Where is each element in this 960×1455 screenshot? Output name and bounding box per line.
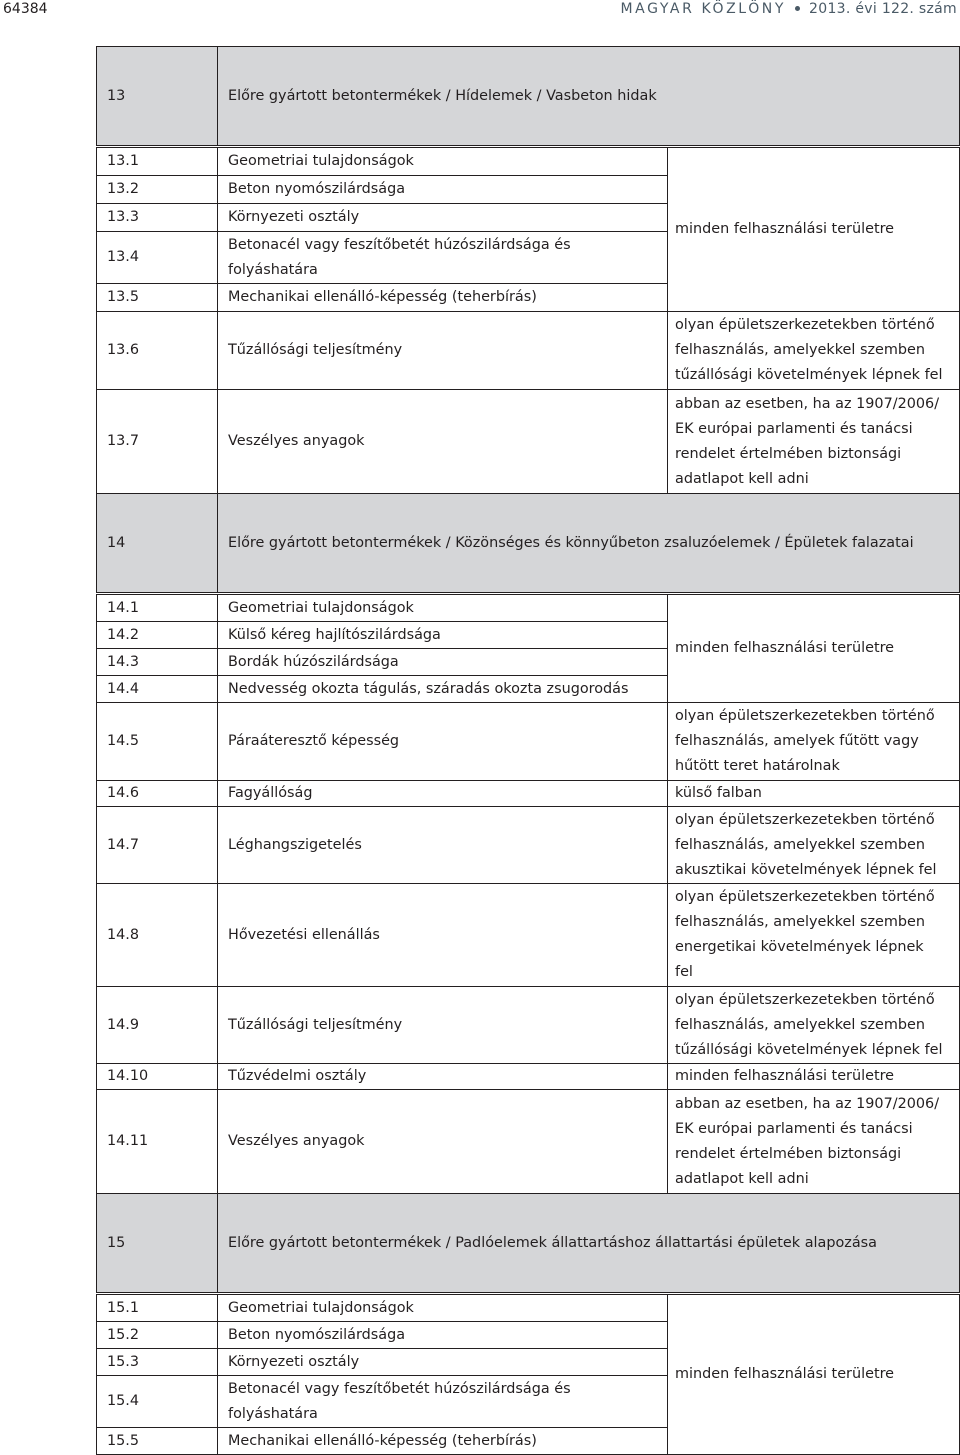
row-property: Páraáteresztő képesség	[218, 703, 668, 781]
row-condition: minden felhasználási területre	[668, 148, 960, 312]
table-row	[97, 987, 960, 1064]
row-property: Geometriai tulajdonságok	[218, 148, 668, 176]
row-condition: minden felhasználási területre	[668, 595, 960, 703]
row-condition: olyan épületszerkezetekben történő felhasználás, amelyekkel szemben tűzállósági követelmények lépnek fel	[668, 987, 960, 1064]
row-number: 14.8	[97, 884, 218, 987]
row-property: Nedvesség okozta tágulás, száradás okozta zsugorodás	[218, 676, 668, 703]
table-row	[97, 148, 960, 176]
table-row	[97, 1295, 960, 1322]
page-header	[0, 0, 960, 22]
row-property: Környezeti osztály	[218, 1349, 668, 1376]
row-number: 13.6	[97, 312, 218, 390]
page-number: 64384	[3, 1, 48, 17]
table-row	[97, 312, 960, 390]
group-number: 15	[97, 1194, 218, 1293]
bullet-icon	[795, 6, 800, 11]
row-number: 14.9	[97, 987, 218, 1064]
row-property: Tűzvédelmi osztály	[218, 1064, 668, 1090]
group-header-15	[97, 1194, 960, 1293]
row-property: Geometriai tulajdonságok	[218, 1295, 668, 1322]
table-row	[97, 390, 960, 494]
table-row	[97, 1090, 960, 1194]
row-number: 15.4	[97, 1376, 218, 1428]
row-number: 13.2	[97, 176, 218, 204]
table-row	[97, 595, 960, 622]
row-number: 13.3	[97, 204, 218, 232]
row-number: 14.7	[97, 807, 218, 884]
row-property: Külső kéreg hajlítószilárdsága	[218, 622, 668, 649]
group-title: Előre gyártott betontermékek / Hídelemek / Vasbeton hidak	[218, 47, 960, 146]
row-number: 14.6	[97, 781, 218, 807]
row-number: 13.7	[97, 390, 218, 494]
row-condition: minden felhasználási területre	[668, 1064, 960, 1090]
table-row	[97, 807, 960, 884]
running-title	[620, 1, 957, 17]
group-title: Előre gyártott betontermékek / Közönséges és könnyűbeton zsaluzóelemek / Épületek falazatai	[218, 494, 960, 593]
table-row	[97, 781, 960, 807]
row-property: Léghangszigetelés	[218, 807, 668, 884]
row-property: Környezeti osztály	[218, 204, 668, 232]
row-condition: olyan épületszerkezetekben történő felhasználás, amelyekkel szemben akusztikai követelmények lépnek fel	[668, 807, 960, 884]
row-property: Hővezetési ellenállás	[218, 884, 668, 987]
row-property: Betonacél vagy feszítőbetét húzószilárdsága és folyáshatára	[218, 1376, 668, 1428]
row-condition: olyan épületszerkezetekben történő felhasználás, amelyekkel szemben tűzállósági követelmények lépnek fel	[668, 312, 960, 390]
row-condition: abban az esetben, ha az 1907/2006/ EK európai parlamenti és tanácsi rendelet értelmében biztonsági adatlapot kell adni	[668, 390, 960, 494]
row-property: Beton nyomószilárdsága	[218, 1322, 668, 1349]
row-number: 14.5	[97, 703, 218, 781]
row-property: Veszélyes anyagok	[218, 1090, 668, 1194]
row-condition: olyan épületszerkezetekben történő felhasználás, amelyek fűtött vagy hűtött teret határolnak	[668, 703, 960, 781]
row-property: Bordák húzószilárdsága	[218, 649, 668, 676]
table-row	[97, 884, 960, 987]
row-condition: abban az esetben, ha az 1907/2006/ EK európai parlamenti és tanácsi rendelet értelmében biztonsági adatlapot kell adni	[668, 1090, 960, 1194]
row-condition: olyan épületszerkezetekben történő felhasználás, amelyekkel szemben energetikai követelmények lépnek fel	[668, 884, 960, 987]
group-title: Előre gyártott betontermékek / Padlóelemek állattartáshoz állattartási épületek alapozása	[218, 1194, 960, 1293]
row-property: Betonacél vagy feszítőbetét húzószilárdsága és folyáshatára	[218, 232, 668, 284]
row-number: 14.2	[97, 622, 218, 649]
row-property: Tűzállósági teljesítmény	[218, 312, 668, 390]
row-number: 15.2	[97, 1322, 218, 1349]
row-number: 13.5	[97, 284, 218, 312]
row-property: Beton nyomószilárdsága	[218, 176, 668, 204]
table-row	[97, 703, 960, 781]
row-number: 13.4	[97, 232, 218, 284]
group-number: 14	[97, 494, 218, 593]
row-number: 14.1	[97, 595, 218, 622]
row-condition: minden felhasználási területre	[668, 1295, 960, 1455]
row-property: Geometriai tulajdonságok	[218, 595, 668, 622]
row-number: 15.5	[97, 1428, 218, 1455]
row-number: 15.1	[97, 1295, 218, 1322]
group-header-13	[97, 47, 960, 146]
row-number: 15.3	[97, 1349, 218, 1376]
row-number: 13.1	[97, 148, 218, 176]
row-property: Tűzállósági teljesítmény	[218, 987, 668, 1064]
row-property: Mechanikai ellenálló-képesség (teherbírás)	[218, 1428, 668, 1455]
row-property: Veszélyes anyagok	[218, 390, 668, 494]
requirements-table	[96, 46, 960, 1455]
magazine-title: MAGYAR KÖZLÖNY	[620, 1, 787, 17]
row-number: 14.3	[97, 649, 218, 676]
row-number: 14.10	[97, 1064, 218, 1090]
table-row	[97, 1064, 960, 1090]
row-property: Fagyállóság	[218, 781, 668, 807]
row-condition: külső falban	[668, 781, 960, 807]
group-header-14	[97, 494, 960, 593]
issue-label: 2013. évi 122. szám	[809, 1, 957, 17]
row-property: Mechanikai ellenálló-képesség (teherbírás)	[218, 284, 668, 312]
group-number: 13	[97, 47, 218, 146]
row-number: 14.4	[97, 676, 218, 703]
row-number: 14.11	[97, 1090, 218, 1194]
